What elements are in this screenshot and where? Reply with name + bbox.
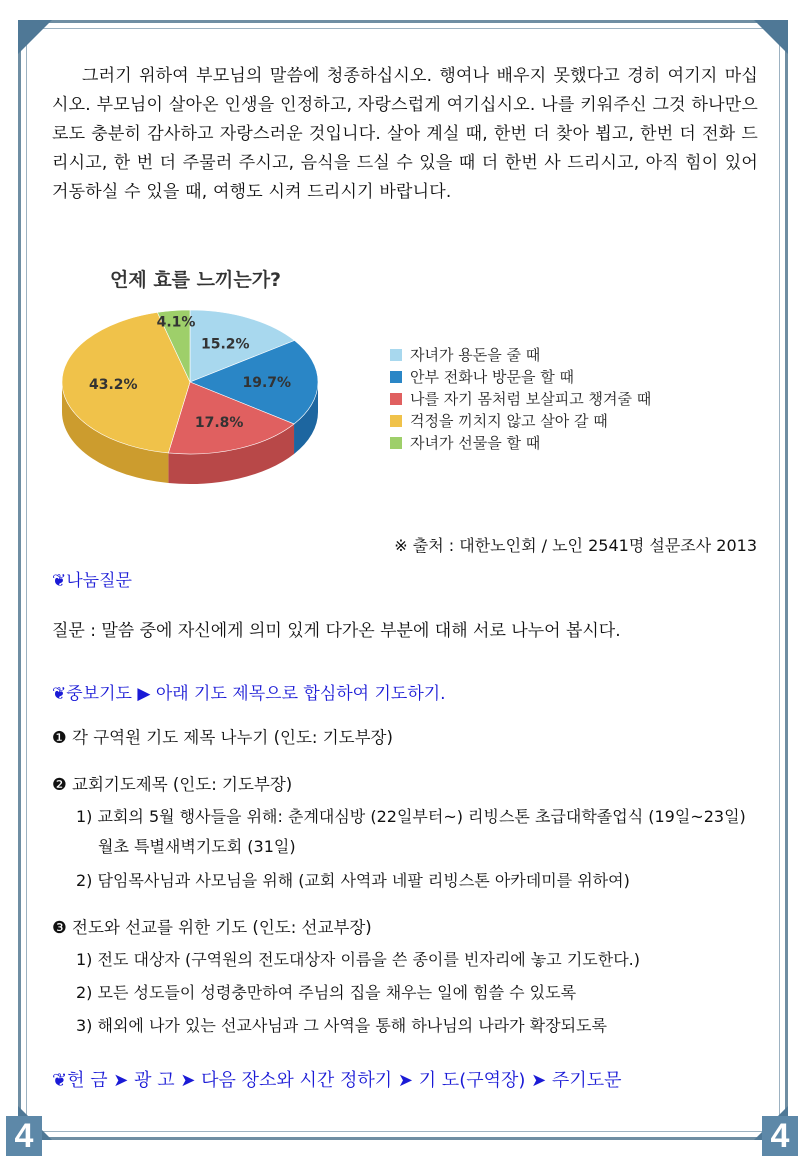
prayer-item-2-sub-1-cont: 월초 특별새벽기도회 (31일) [98,837,296,856]
pie-data-label: 17.8% [194,414,244,431]
pie-data-label: 19.7% [242,375,292,392]
pie-data-label: 15.2% [201,336,250,353]
legend-swatch [390,415,402,427]
service-order: ❦헌 금 ➤ 광 고 ➤ 다음 장소와 시간 정하기 ➤ 기 도(구역장) ➤ 주기도문 [52,1070,622,1091]
page-number-right: 4 [762,1116,798,1156]
body-paragraph: 그러기 위하여 부모님의 말씀에 청종하십시오. 행여나 배우지 못했다고 경히 여기지 마십시오. 부모님이 살아온 인생을 인정하고, 자랑스럽게 여기십시오. 나를 키워주신 그것 하나만으로도 충분히 감사하고 자랑스러운 것입니다. 살아 계실 때, 한번 더 찾아 뵙고, 한번 더 전화 드리시고, 한 번 더 주물러 주시고, 음식을 드실 수 있을 때 더 한번 사 드리시고, 아직 힘이 있어 거동하실 수 있을 때, 여행도 시켜 드리시기 바랍니다. [52,66,758,202]
legend-swatch [390,371,402,383]
prayer-item-3: ❸ 전도와 선교를 위한 기도 (인도: 선교부장) [52,918,372,937]
legend-swatch [390,349,402,361]
legend-label: 나를 자기 몸처럼 보살피고 챙겨줄 때 [410,390,652,408]
body-text [52,62,758,207]
prayer-item-2-sub-2: 2) 담임목사님과 사모님을 위해 (교회 사역과 네팔 리빙스톤 아카데미를 위하여) [76,871,630,890]
pie-data-label: 4.1% [156,314,196,331]
legend-label: 안부 전화나 방문을 할 때 [410,368,574,386]
prayer-item-3-sub-3: 3) 해외에 나가 있는 선교사님과 그 사역을 통해 하나님의 나라가 확장되도록 [76,1016,607,1035]
prayer-item-2: ❷ 교회기도제목 (인도: 기도부장) [52,775,293,794]
prayer-item-2-sub-1: 1) 교회의 5월 행사들을 위해: 춘계대심방 (22일부터~) 리빙스톤 초급대학졸업식 (19일~23일) [76,807,746,826]
prayer-heading: ❦중보기도 ▶ 아래 기도 제목으로 합심하여 기도하기. [52,684,446,704]
pie-chart-svg [52,262,758,512]
chart-title: 언제 효를 느끼는가? [110,269,282,291]
share-question: 질문 : 말씀 중에 자신에게 의미 있게 다가온 부분에 대해 서로 나누어 봅시다. [52,621,621,641]
legend-label: 자녀가 용돈을 줄 때 [410,346,541,364]
prayer-item-1: ❶ 각 구역원 기도 제목 나누기 (인도: 기도부장) [52,728,393,747]
pie-data-label: 43.2% [88,376,138,393]
page-number-left: 4 [6,1116,42,1156]
pie-chart [52,262,758,512]
share-heading: ❦나눔질문 [52,571,132,591]
prayer-item-3-sub-1: 1) 전도 대상자 (구역원의 전도대상자 이름을 쓴 종이를 빈자리에 놓고 기도한다.) [76,950,640,969]
legend-swatch [390,393,402,405]
legend-swatch [390,437,402,449]
legend-label: 자녀가 선물을 할 때 [410,434,541,452]
prayer-item-3-sub-2: 2) 모든 성도들이 성령충만하여 주님의 집을 채우는 일에 힘쓸 수 있도록 [76,983,577,1002]
source-note: ※ 출처 : 대한노인회 / 노인 2541명 설문조사 2013 [394,536,757,555]
legend-label: 걱정을 끼치지 않고 살아 갈 때 [410,412,608,430]
